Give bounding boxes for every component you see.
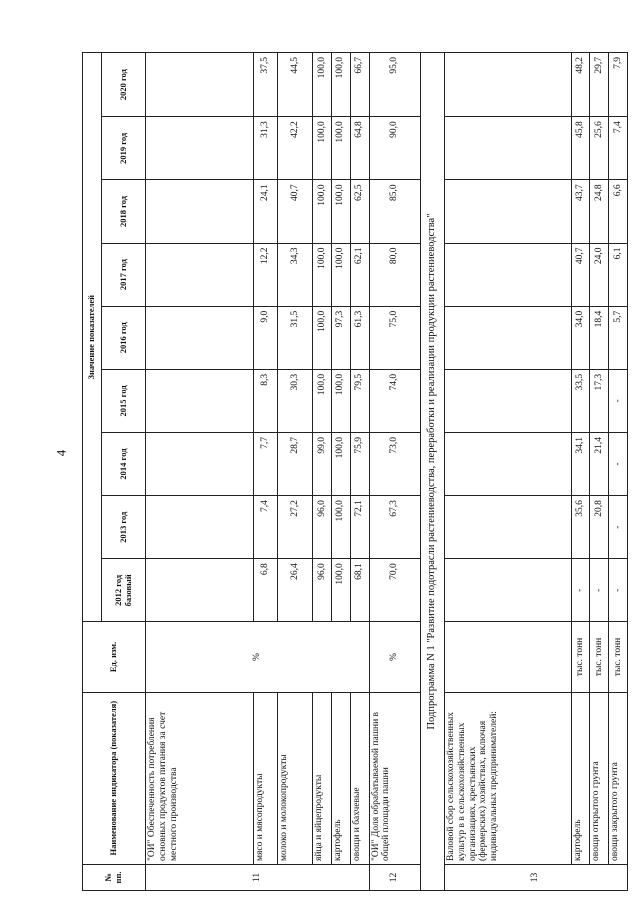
cell-value: - xyxy=(571,559,590,622)
cell-value: 97,3 xyxy=(331,306,350,369)
cell-value: 95,0 xyxy=(369,53,421,117)
cell-value: 61,3 xyxy=(350,306,369,369)
cell-value: 48,2 xyxy=(571,53,590,117)
cell-value: 8,3 xyxy=(254,369,277,432)
row-label: овощи и бахчевые xyxy=(350,692,369,864)
row-number: 13 xyxy=(444,864,627,890)
indicator-unit: % xyxy=(146,622,369,692)
cell-value: 30,3 xyxy=(277,369,312,432)
cell-value: 29,7 xyxy=(590,53,609,117)
header-year: 2018 год xyxy=(101,180,146,243)
cell-value: 12,2 xyxy=(254,243,277,306)
cell-value: 73,0 xyxy=(369,432,421,495)
cell-value: 68,1 xyxy=(350,559,369,622)
cell-value: 31,3 xyxy=(254,117,277,180)
cell-value: 62,5 xyxy=(350,180,369,243)
cell-value: 26,4 xyxy=(277,559,312,622)
table-row xyxy=(571,53,590,891)
cell-value: 7,4 xyxy=(254,496,277,559)
header-name: Наименование индикатора (показателя) xyxy=(83,692,146,864)
cell-value: 34,3 xyxy=(277,243,312,306)
cell-value: 40,7 xyxy=(571,243,590,306)
cell-value: 34,0 xyxy=(571,306,590,369)
cell-value: 6,6 xyxy=(609,180,628,243)
cell-value: 74,0 xyxy=(369,369,421,432)
indicator-table xyxy=(82,52,628,891)
row-label: молоко и молокопродукты xyxy=(277,692,312,864)
header-values: Значение показателей xyxy=(83,53,102,622)
cell-value: 6,1 xyxy=(609,243,628,306)
cell-value: 20,8 xyxy=(590,496,609,559)
cell-value: 85,0 xyxy=(369,180,421,243)
cell-value: 6,8 xyxy=(254,559,277,622)
header-num: № пп. xyxy=(83,864,146,890)
table-row xyxy=(254,53,277,891)
cell-value: 31,5 xyxy=(277,306,312,369)
cell-value: - xyxy=(609,432,628,495)
cell-value: 37,5 xyxy=(254,53,277,117)
header-unit: Ед. изм. xyxy=(83,622,146,692)
table-row xyxy=(421,53,444,891)
cell-value: - xyxy=(609,496,628,559)
cell-value: 100,0 xyxy=(331,496,350,559)
cell-value: 43,7 xyxy=(571,180,590,243)
cell-value: 100,0 xyxy=(313,53,332,117)
cell-value: - xyxy=(590,559,609,622)
indicator-table-frame xyxy=(82,52,628,891)
row-number: 11 xyxy=(146,864,369,890)
row-label: яйца и яйцепродукты xyxy=(313,692,332,864)
cell-value: 100,0 xyxy=(331,432,350,495)
row-label: овощи закрытого грунта xyxy=(609,692,628,864)
cell-value: 34,1 xyxy=(571,432,590,495)
table-row xyxy=(590,53,609,891)
cell-value: 100,0 xyxy=(313,306,332,369)
cell-value: 62,1 xyxy=(350,243,369,306)
cell-value: 28,7 xyxy=(277,432,312,495)
row-label: картофель xyxy=(331,692,350,864)
cell-value: 33,5 xyxy=(571,369,590,432)
header-year: 2015 год xyxy=(101,369,146,432)
cell-value: 79,5 xyxy=(350,369,369,432)
cell-value: 100,0 xyxy=(313,243,332,306)
indicator-name: Валовой сбор сельскохозяйственных культур в в сельскохозяйственных организациях, крестьянских (фермерских) хозяйствах, включая индивидуальных предпринимателей: xyxy=(444,692,571,864)
row-unit: тыс. тонн xyxy=(609,622,628,692)
cell-value: 21,4 xyxy=(590,432,609,495)
rotated-table-container xyxy=(82,52,628,891)
row-unit: тыс. тонн xyxy=(590,622,609,692)
cell-value: 9,0 xyxy=(254,306,277,369)
row-number: 12 xyxy=(369,864,421,890)
cell-value: 7,4 xyxy=(609,117,628,180)
table-row xyxy=(369,53,421,891)
cell-value: 96,0 xyxy=(313,559,332,622)
cell-value: 100,0 xyxy=(313,117,332,180)
cell-value: 24,1 xyxy=(254,180,277,243)
header-year: 2020 год xyxy=(101,53,146,117)
page-number: 4 xyxy=(53,449,69,457)
header-year: 2014 год xyxy=(101,432,146,495)
cell-value: 44,5 xyxy=(277,53,312,117)
cell-value: 70,0 xyxy=(369,559,421,622)
indicator-name: "ОИ" Доля обрабатываемой пашни в общей площади пашни xyxy=(369,692,421,864)
header-year: 2013 год xyxy=(101,496,146,559)
row-unit: тыс. тонн xyxy=(571,622,590,692)
cell-value: 100,0 xyxy=(331,180,350,243)
cell-value: 64,8 xyxy=(350,117,369,180)
cell-value: 24,8 xyxy=(590,180,609,243)
indicator-unit: % xyxy=(369,622,421,692)
table-row xyxy=(331,53,350,891)
cell-value: 96,0 xyxy=(313,496,332,559)
row-label: мясо и мясопродукты xyxy=(254,692,277,864)
cell-value: 25,6 xyxy=(590,117,609,180)
table-row xyxy=(609,53,628,891)
cell-value: 100,0 xyxy=(331,243,350,306)
cell-value: - xyxy=(609,369,628,432)
subprogram-title: Подпрограмма N 1 "Развитие подотрасли растениеводства, переработки и реализации продукции растениеводства" xyxy=(421,53,444,891)
cell-value: 40,7 xyxy=(277,180,312,243)
cell-value: 100,0 xyxy=(313,369,332,432)
cell-value: 7,7 xyxy=(254,432,277,495)
cell-value: 100,0 xyxy=(331,53,350,117)
cell-value: 7,9 xyxy=(609,53,628,117)
header-year: 2017 год xyxy=(101,243,146,306)
cell-value: 18,4 xyxy=(590,306,609,369)
cell-value: 100,0 xyxy=(331,117,350,180)
cell-value: 75,0 xyxy=(369,306,421,369)
row-label: картофель xyxy=(571,692,590,864)
table-row xyxy=(444,53,571,891)
indicator-name: "ОИ" Обеспеченность потребления основных продуктов питания за счет местного производства xyxy=(146,692,254,864)
cell-value: 90,0 xyxy=(369,117,421,180)
cell-value: - xyxy=(609,559,628,622)
table-row xyxy=(350,53,369,891)
row-label: овощи открытого грунта xyxy=(590,692,609,864)
cell-value: 99,0 xyxy=(313,432,332,495)
cell-value: 100,0 xyxy=(331,369,350,432)
header-year: 2012 год базовый xyxy=(101,559,146,622)
cell-value: 72,1 xyxy=(350,496,369,559)
cell-value: 27,2 xyxy=(277,496,312,559)
cell-value: 5,7 xyxy=(609,306,628,369)
cell-value: 100,0 xyxy=(331,559,350,622)
cell-value: 45,8 xyxy=(571,117,590,180)
cell-value: 35,6 xyxy=(571,496,590,559)
header-year: 2016 год xyxy=(101,306,146,369)
cell-value: 75,9 xyxy=(350,432,369,495)
header-year: 2019 год xyxy=(101,117,146,180)
cell-value: 66,7 xyxy=(350,53,369,117)
cell-value: 67,3 xyxy=(369,496,421,559)
cell-value: 17,3 xyxy=(590,369,609,432)
cell-value: 100,0 xyxy=(313,180,332,243)
table-row xyxy=(146,53,254,891)
table-row xyxy=(277,53,312,891)
cell-value: 42,2 xyxy=(277,117,312,180)
table-row xyxy=(313,53,332,891)
cell-value: 24,0 xyxy=(590,243,609,306)
cell-value: 80,0 xyxy=(369,243,421,306)
